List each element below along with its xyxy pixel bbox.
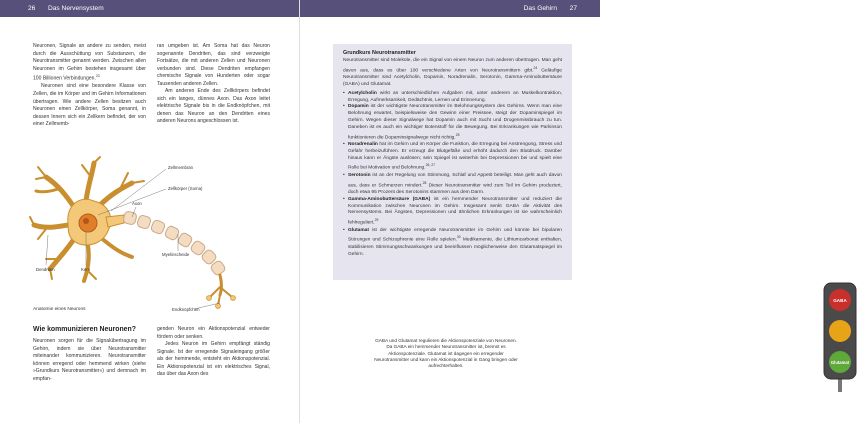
gaba-light-label: GABA [833, 298, 847, 303]
glutamat-light-label: Glutamat [830, 360, 850, 365]
section-paragraph-3: Jedes Neuron im Gehirn empfängt ständig Signale. Ist der erregende Signaleingang größer als der hemmende, entsteht ein Aktionspotenzial. Ein Aktionspotenzial ist ein elektrisches Signal, das über das Axon des [157, 341, 270, 378]
myelin-segment [136, 214, 151, 229]
nucleolus [83, 218, 89, 224]
myelin-segment [123, 211, 138, 226]
label-terminals: Endknöpfchen [172, 307, 200, 312]
gaba-glutamat-text: GABA und Glutamat regulieren die Aktionspotenziale von Neuronen. Da GABA ein hemmender Neurotransmitter ist, bremst es Aktionspotenziale. Glutamat ist dagegen ein erregender Neurotransmitter und kann ein Aktionspotenzial in Gang bringen oder aufrechterhalten. [374, 338, 518, 369]
axon-terminal-branch [220, 275, 222, 295]
neurotransmitter-item: • Glutamat ist der wichtigste erregende Neurotransmitter im Gehirn und könnte bei bipolaren Störungen und Schizophrenie eine Rolle spielen.$^{30}$ Medikamente, die Lithiumcarbonat enthalten, stabilisieren Stimmungsschwankungen und beeinflussen möglicherweise den Glutamatspiegel im Gehirn. [343, 228, 562, 259]
section-column-2 [157, 326, 270, 379]
intro-paragraph-1: Neuronen, Signale an andere zu senden, meist durch die Ausschüttung von Substanzen, die Neurotransmitter genannt werden. Zwischen allen Neuronen im Gehirn bestehen insgesamt über 100 Billionen Verbindungen.$^{23}$ [33, 43, 146, 82]
dendrite-branch [100, 237, 132, 257]
label-nucleus: Kern [81, 267, 91, 272]
label-membrane: Zellmembran [168, 165, 194, 170]
dendrite-branch [36, 167, 46, 179]
neurotransmitter-item: • Noradrenalin hat im Gehirn und im Körper die Funktion, die Erregung bei Anstrengung, Stress und Gefahr herbeizuführen. Er erzeugt die Blutgefäße und erhöht dadurch den Blutdruck. Darüber hinaus kann er Ängste auslösen; sein Spiegel ist weiterhin bei Depressionen bei und spielt eine Rolle bei Motivation und Belohnung.$^{26, 27}$ [343, 142, 562, 173]
neurotransmitter-item: • Serotonin ist an der Regelung von Stimmung, Schlaf und Appetit beteiligt. Man geht auch davon aus, dass er Schmerzen mindert.$^{28}$ Dieser Neurotransmitter wird zum Teil im Gehirn produziert, doch etwa 95 Prozent des Serotonins stammen aus dem Darm. [343, 173, 562, 197]
neurotransmitter-list [343, 91, 562, 259]
dendrite-branch [34, 225, 68, 227]
neurotransmitter-box [333, 44, 572, 280]
left-column-2 [157, 43, 270, 126]
label-myelin: Myelinscheide [162, 252, 190, 257]
intro-paragraph-2: Neuronen sind eine besondere Klasse von Zellen, die im Körper und im Gehirn Informationen übertragen. Wie andere Zellen besitzen auch Neuronen einen Zellkörper, Soma genannt, in dessen Innern sich ein Zellkern befindet, der von einer Zellmemb- [33, 83, 146, 128]
left-column-1 [33, 43, 146, 129]
section-column-1 [33, 338, 146, 383]
page-number-left: 26 [28, 4, 36, 12]
dendrite-branch [86, 163, 94, 201]
neurotransmitter-item: • Dopamin ist der wichtigste Neurotransmitter im Belohnungssystem des Gehirns. Wenn man eine Belohnung erwartet, beispielsweise den Gewinn einer Preissee, steigt der Dopaminspiegel im Gehirn. Wegen dieser Signalwege hat Dopamin auch mit Sucht und Drogenmissbrauch zu tun. Daneben ist es auch ein wichtiger Botenstoff für die Bewegung. Bei Erkrankungen wie Parkinson funktionieren die Dopaminsignalwege nicht richtig.$^{25}$ [343, 104, 562, 142]
running-head-left: Das Nervensystem [48, 4, 104, 12]
label-dendrites: Dendriten [36, 267, 55, 272]
section-heading: Wie kommunizieren Neuronen? [33, 326, 136, 333]
neuron-illustration [28, 155, 278, 315]
leader-line [46, 235, 48, 265]
page-number-right: 27 [569, 4, 577, 12]
intro-paragraph-4: Am anderen Ende des Zellkörpers befindet sich ein langes, dünnes Axon. Das Axon leitet elektrische Signale bis in die Endknöpfchen, mit denen das Neuron an den Dendriten eines anderen Neurons angeschlossen ist. [157, 88, 270, 125]
box-intro: Neurotransmitter sind Moleküle, die ein Signal von einem Neuron zum anderen übertragen. Man geht davon aus, dass es über 100 verschiedene Arten von Neurotransmittern gibt.$^{24}$ Geläufige Neurotransmitter sind Acetylcholin, Dopamin, Noradrenalin, Serotonin, Gamma-Aminobuttersäure (GABA) und Glutamat. [343, 58, 562, 87]
dendrite-branch [84, 245, 89, 281]
myelin-segment [150, 219, 166, 235]
section-paragraph-1: Neuronen sorgen für die Signalübertragung im Gehirn, indem sie über Neurotransmitter miteinander kommunizieren. Neurotransmitter können erregend oder hemmend wirken (siehe »Grundkurs Neurotransmitter«) und demnach im empfan- [33, 338, 146, 382]
dendrite-branch [46, 177, 76, 210]
myelin-segment [177, 232, 193, 248]
axon-terminal [231, 296, 236, 301]
axon-terminal [216, 304, 221, 309]
dendrite-branch [36, 189, 58, 192]
axon-terminal [207, 296, 212, 301]
amber-light [829, 320, 851, 342]
right-page [300, 0, 850, 423]
left-page-header [0, 0, 300, 17]
box-body [343, 58, 562, 258]
myelin-segment [164, 225, 180, 241]
running-head-right: Das Gehirn [523, 4, 557, 12]
dendrite-branch [50, 239, 74, 269]
neurotransmitter-item: • Acetylcholin wirkt an unterschiedlichen Aufgaben mit, unter anderem an Muskelkontraktion, Erregung, Aufmerksamkeit, Gedächtnis, Lernen und Erinnerung. [343, 91, 562, 105]
label-soma: Zellkörper (Soma) [168, 186, 203, 191]
neurotransmitter-item: • Gamma-Aminobuttersäure (GABA) ist ein hemmender Neurotransmitter und reduziert die Kommunikation zwischen Neuronen im Gehirn. Insgesamt senkt GABA die Aktivität des Nervensystems. Bei Ängsten, Depressionen und ähnlichen Erkrankungen ist sie wahrscheinlich fehlreguliert.$^{29}$ [343, 197, 562, 228]
traffic-light-illustration [822, 281, 858, 392]
label-axon: Axon [132, 201, 142, 206]
figure-caption: Anatomie eines Neurons [33, 307, 86, 312]
intro-paragraph-3: ran umgeben ist. Am Soma hat das Neuron sogenannte Dendriten, das sind verzweigte Fortsätze, die mit anderen Zellen und Neuronen verbunden sind. Diese Dendriten empfangen chemische Signale von Hunderten oder sogar Tausenden anderen Zellen. [157, 43, 270, 87]
axon-hillock [106, 215, 124, 227]
right-page-header [300, 0, 600, 17]
dendrite-branch [98, 183, 132, 207]
box-title: Grundkurs Neurotransmitter [343, 50, 416, 56]
section-paragraph-2: genden Neuron ein Aktionspotenzial entweder fördern oder senken. [157, 326, 270, 340]
left-page [0, 0, 300, 423]
